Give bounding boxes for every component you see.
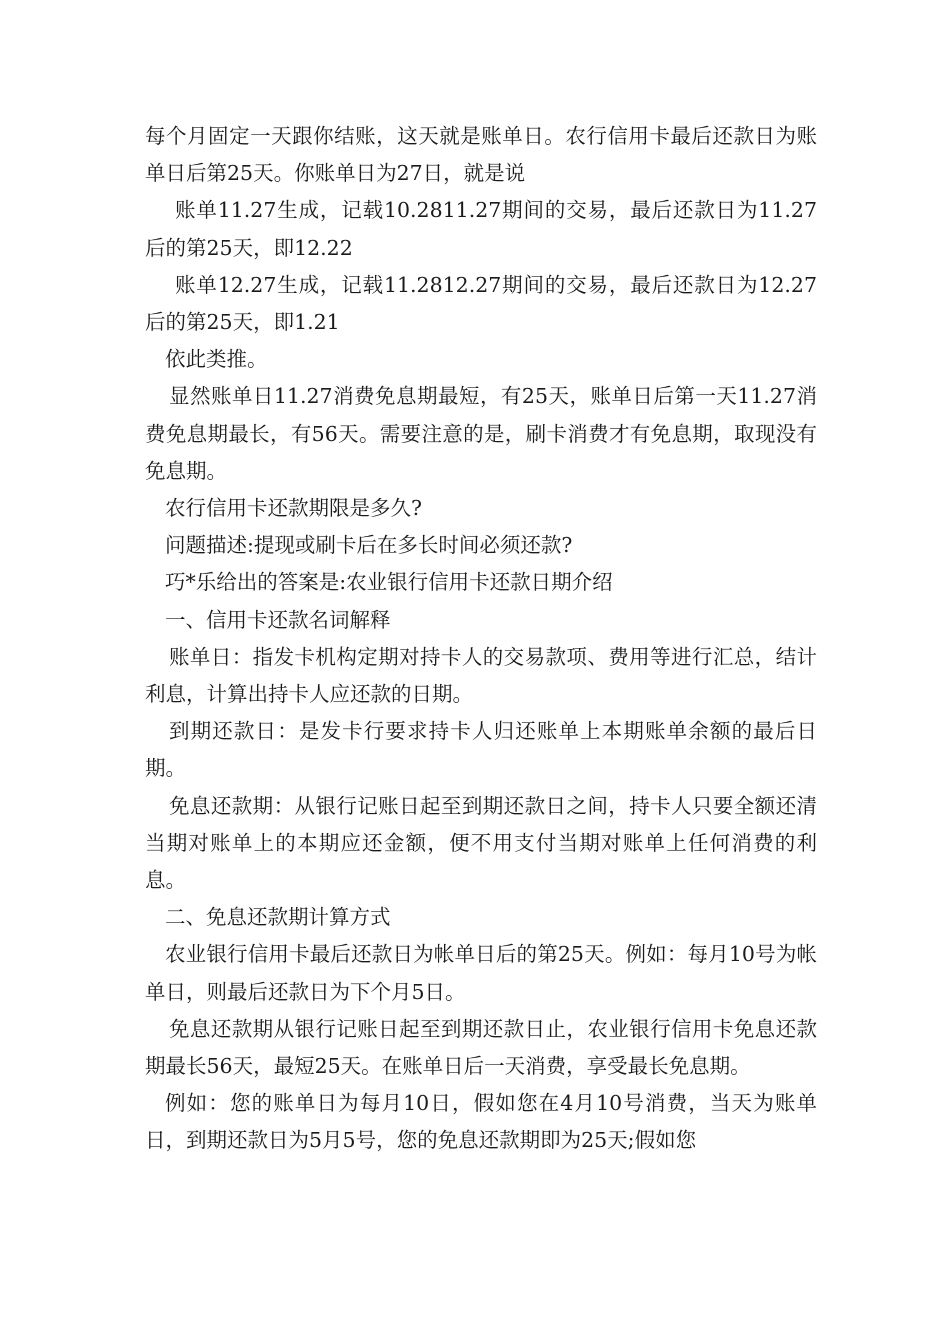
paragraph-answer-intro: 巧*乐给出的答案是:农业银行信用卡还款日期介绍 [165,570,613,595]
paragraph-bill-1227: 账单12.27生成，记载11.2812.27期间的交易，最后还款日为12.27后的第25天，即1.21 [145,272,817,335]
section-heading-calculation: 二、免息还款期计算方式 [165,905,391,930]
paragraph-due-date-definition: 到期还款日：是发卡行要求持卡人归还账单上本期账单余额的最后日期。 [145,719,817,781]
paragraph-and-so-on: 依此类推。 [165,347,268,372]
paragraph-question-description: 问题描述:提现或刷卡后在多长时间必须还款? [165,533,573,558]
paragraph-last-repayment-day: 农业银行信用卡最后还款日为帐单日后的第25天。例如：每月10号为帐单日，则最后还款日为下个月5日。 [145,942,817,1004]
paragraph-interest-free-definition: 免息还款期：从银行记账日起至到期还款日之间，持卡人只要全额还清当期对账单上的本期应还金额，便不用支付当期对账单上任何消费的利息。 [145,793,817,893]
paragraph-billing-day-intro: 每个月固定一天跟你结账，这天就是账单日。农行信用卡最后还款日为账单日后第25天。你账单日为27日，就是说 [145,124,817,186]
paragraph-bill-1127: 账单11.27生成，记载10.2811.27期间的交易，最后还款日为11.27后的第25天，即12.22 [145,198,817,260]
paragraph-example: 例如：您的账单日为每月10日，假如您在4月10号消费，当天为账单日，到期还款日为5月5号，您的免息还款期即为25天;假如您 [145,1091,817,1153]
section-heading-terms: 一、信用卡还款名词解释 [165,607,391,632]
paragraph-interest-free-range: 免息还款期从银行记账日起至到期还款日止，农业银行信用卡免息还款期最长56天，最短25天。在账单日后一天消费，享受最长免息期。 [145,1016,817,1079]
paragraph-interest-free-period: 显然账单日11.27消费免息期最短，有25天，账单日后第一天11.27消费免息期最长，有56天。需要注意的是，刷卡消费才有免息期，取现没有免息期。 [145,384,817,483]
paragraph-billing-day-definition: 账单日：指发卡机构定期对持卡人的交易款项、费用等进行汇总，结计利息，计算出持卡人应还款的日期。 [145,644,817,707]
document-body [145,118,817,1160]
paragraph-question-title: 农行信用卡还款期限是多久? [165,496,422,521]
